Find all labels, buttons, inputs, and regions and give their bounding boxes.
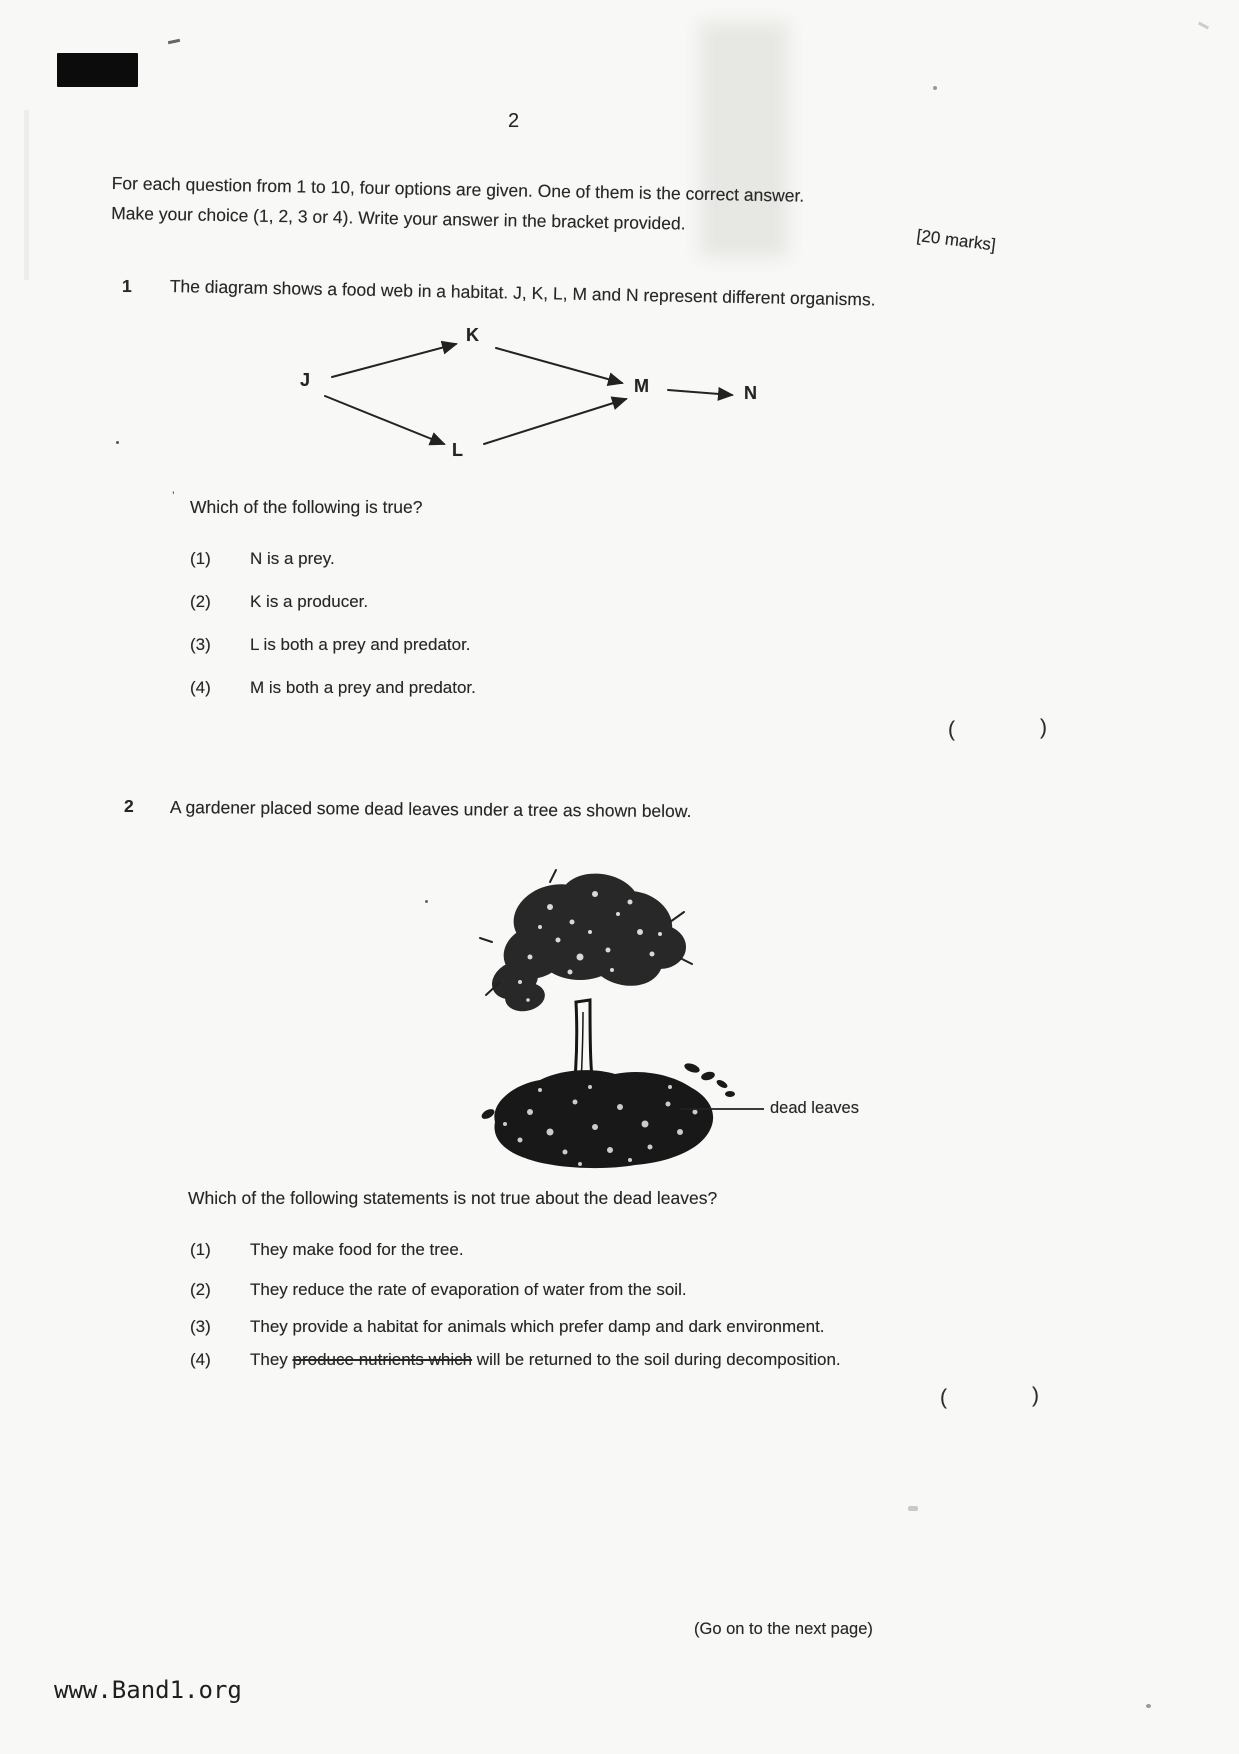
tree-figure [430,862,900,1182]
question-1-number: 1 [122,276,132,296]
option-text: M is both a prey and predator. [250,678,476,697]
food-web-node-j: J [300,370,311,390]
scan-artifact [116,441,119,444]
question-2-prompt: Which of the following statements is not true about the dead leaves? [188,1188,718,1208]
page-number: 2 [508,110,520,132]
answer-bracket-open: ( [940,1386,947,1409]
scan-artifact [425,900,428,903]
scan-artifact: ’ [172,489,175,503]
figure-label: dead leaves [770,1099,859,1117]
option-label: (2) [190,1280,211,1299]
option-text: L is both a prey and predator. [250,635,471,654]
option-label: (1) [190,549,211,568]
option-text: K is a producer. [250,592,369,611]
instructions-line-2: Make your choice (1, 2, 3 or 4). Write your answer in the bracket provided. [110,202,686,234]
scan-artifact [908,1506,918,1511]
option-label: (2) [190,592,211,611]
option-text: They provide a habitat for animals which prefer damp and dark environment. [250,1317,825,1336]
food-web-node-m: M [634,376,649,396]
answer-bracket-close: ) [1032,1384,1039,1407]
redaction-box [57,53,138,87]
option-label: (3) [190,635,211,654]
option-text: They reduce the rate of evaporation of water from the soil. [250,1280,687,1299]
question-1-prompt: Which of the following is true? [190,497,423,517]
option-text: They make food for the tree. [250,1240,464,1259]
option-label: (4) [190,1350,211,1369]
food-web-diagram [270,320,810,470]
scan-artifact [168,39,180,44]
option-label: (3) [190,1317,211,1336]
option-text-before: They [250,1350,293,1369]
instructions [111,168,972,244]
instructions-line-1: For each question from 1 to 10, four options are given. One of them is the correct answer. [111,172,805,206]
answer-bracket-close: ) [1040,716,1047,739]
watermark-url: www.Band1.org [54,1676,242,1704]
scan-artifact [24,110,29,280]
option-label: (1) [190,1240,211,1259]
scan-artifact [933,86,937,90]
option-text-struck: produce nutrients which [292,1350,473,1369]
option-label: (4) [190,678,211,697]
scan-artifact [1198,22,1209,30]
food-web-node-l: L [452,440,463,460]
answer-bracket-open: ( [948,718,955,741]
food-web-node-n: N [744,383,757,403]
marks-label: [20 marks] [915,226,997,255]
scan-artifact [1146,1704,1151,1708]
go-on-note: (Go on to the next page) [694,1620,873,1638]
food-web-node-k: K [466,325,479,345]
option-text [250,1350,841,1370]
tree-illustration [430,862,900,1182]
food-web-arrows [270,320,810,470]
option-text: N is a prey. [250,549,335,568]
question-1-text: The diagram shows a food web in a habitat. J, K, L, M and N represent different organisms. [169,276,876,310]
option-text-after: will be returned to the soil during decomposition. [472,1350,841,1369]
question-2-number: 2 [124,796,134,816]
question-2-text: A gardener placed some dead leaves under a tree as shown below. [169,797,692,822]
